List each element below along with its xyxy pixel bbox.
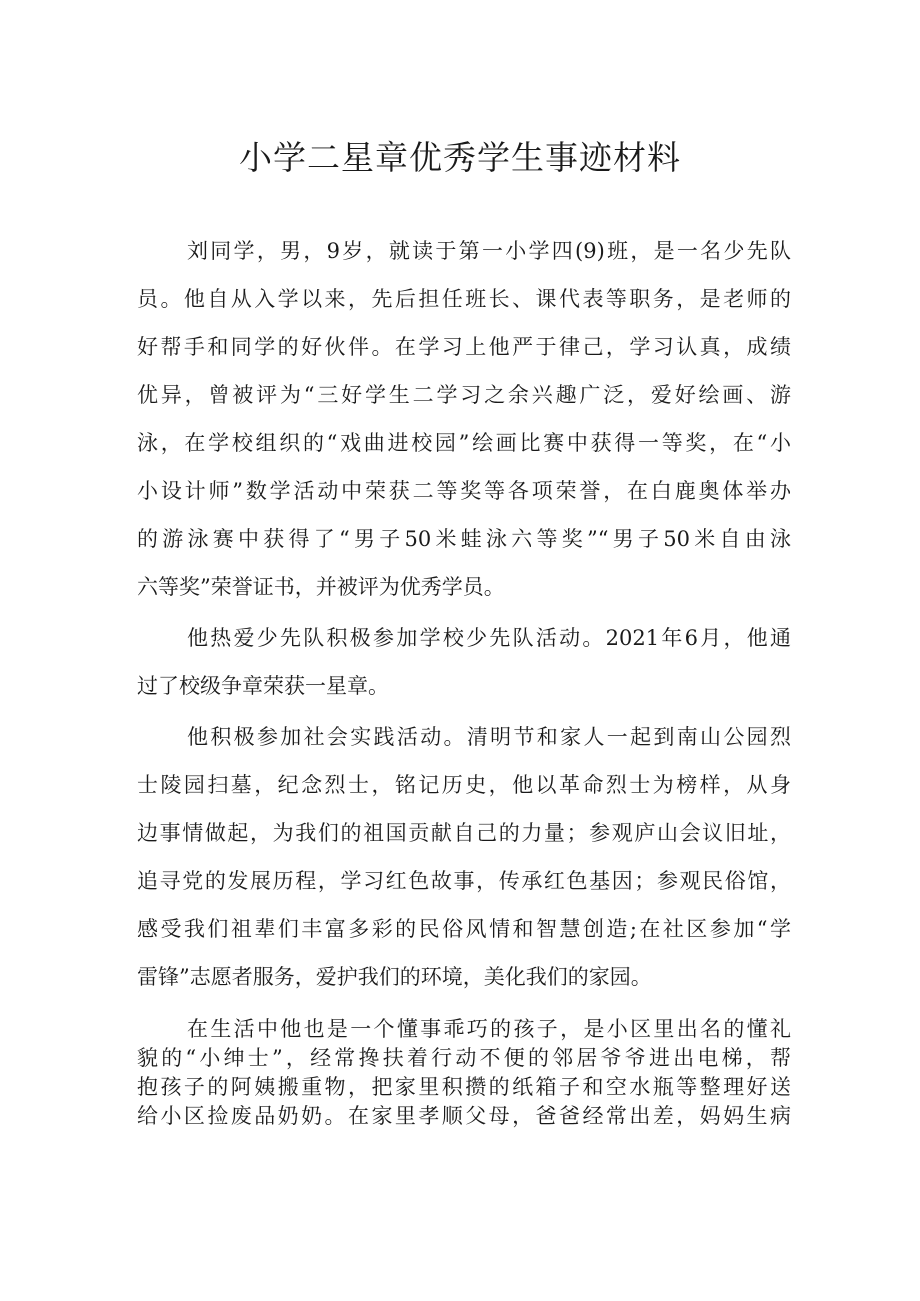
- paragraph-4-line-3: 抱孩子的阿姨搬重物，把家里积攒的纸箱子和空水瓶等整理好送: [137, 1075, 791, 1099]
- paragraph-3-line-1: 他积极参加社会实践活动。清明节和家人一起到南山公园烈: [187, 725, 791, 749]
- paragraph-1-line-4: 优异，曾被评为“三好学生二学习之余兴趣广泛，爱好绘画、游: [137, 383, 791, 407]
- document-title: 小学二星章优秀学生事迹材料: [239, 138, 681, 177]
- paragraph-3-line-6: 雷锋”志愿者服务，爱护我们的环境，美化我们的家园。: [137, 965, 652, 989]
- paragraph-1-line-5: 泳，在学校组织的“戏曲进校园”绘画比赛中获得一等奖，在“小: [137, 431, 791, 455]
- paragraph-2-line-2: 过了校级争章荣获一星章。: [137, 674, 389, 698]
- paragraph-1-line-7: 的游泳赛中获得了“男子50米蛙泳六等奖”“男子50米自由泳: [137, 527, 791, 551]
- paragraph-4-line-1: 在生活中他也是一个懂事乖巧的孩子，是小区里出名的懂礼: [187, 1017, 791, 1041]
- paragraph-4-line-4: 给小区捡废品奶奶。在家里孝顺父母，爸爸经常出差，妈妈生病: [137, 1104, 791, 1128]
- paragraph-3-line-2: 士陵园扫墓，纪念烈士，铭记历史，他以革命烈士为榜样，从身: [137, 773, 791, 797]
- paragraph-1-line-8: 六等奖”荣誉证书，并被评为优秀学员。: [137, 575, 505, 599]
- paragraph-1-line-1: 刘同学，男，9岁，就读于第一小学四(9)班，是一名少先队: [187, 239, 791, 263]
- paragraph-1-line-2: 员。他自从入学以来，先后担任班长、课代表等职务，是老师的: [137, 287, 791, 311]
- paragraph-4-line-2: 貌的“小绅士”，经常搀扶着行动不便的邻居爷爷进出电梯，帮: [137, 1046, 791, 1070]
- paragraph-1-line-6: 小设计师”数学活动中荣获二等奖等各项荣誉，在白鹿奥体举办: [137, 479, 791, 503]
- paragraph-2-line-1: 他热爱少先队积极参加学校少先队活动。2021年6月，他通: [187, 626, 791, 650]
- paragraph-3-line-3: 边事情做起，为我们的祖国贡献自己的力量；参观庐山会议旧址，: [137, 821, 791, 845]
- paragraph-3-line-4: 追寻党的发展历程，学习红色故事，传承红色基因；参观民俗馆，: [137, 869, 791, 893]
- paragraph-3-line-5: 感受我们祖辈们丰富多彩的民俗风情和智慧创造;在社区参加“学: [137, 917, 791, 941]
- paragraph-1-line-3: 好帮手和同学的好伙伴。在学习上他严于律己，学习认真，成绩: [137, 335, 791, 359]
